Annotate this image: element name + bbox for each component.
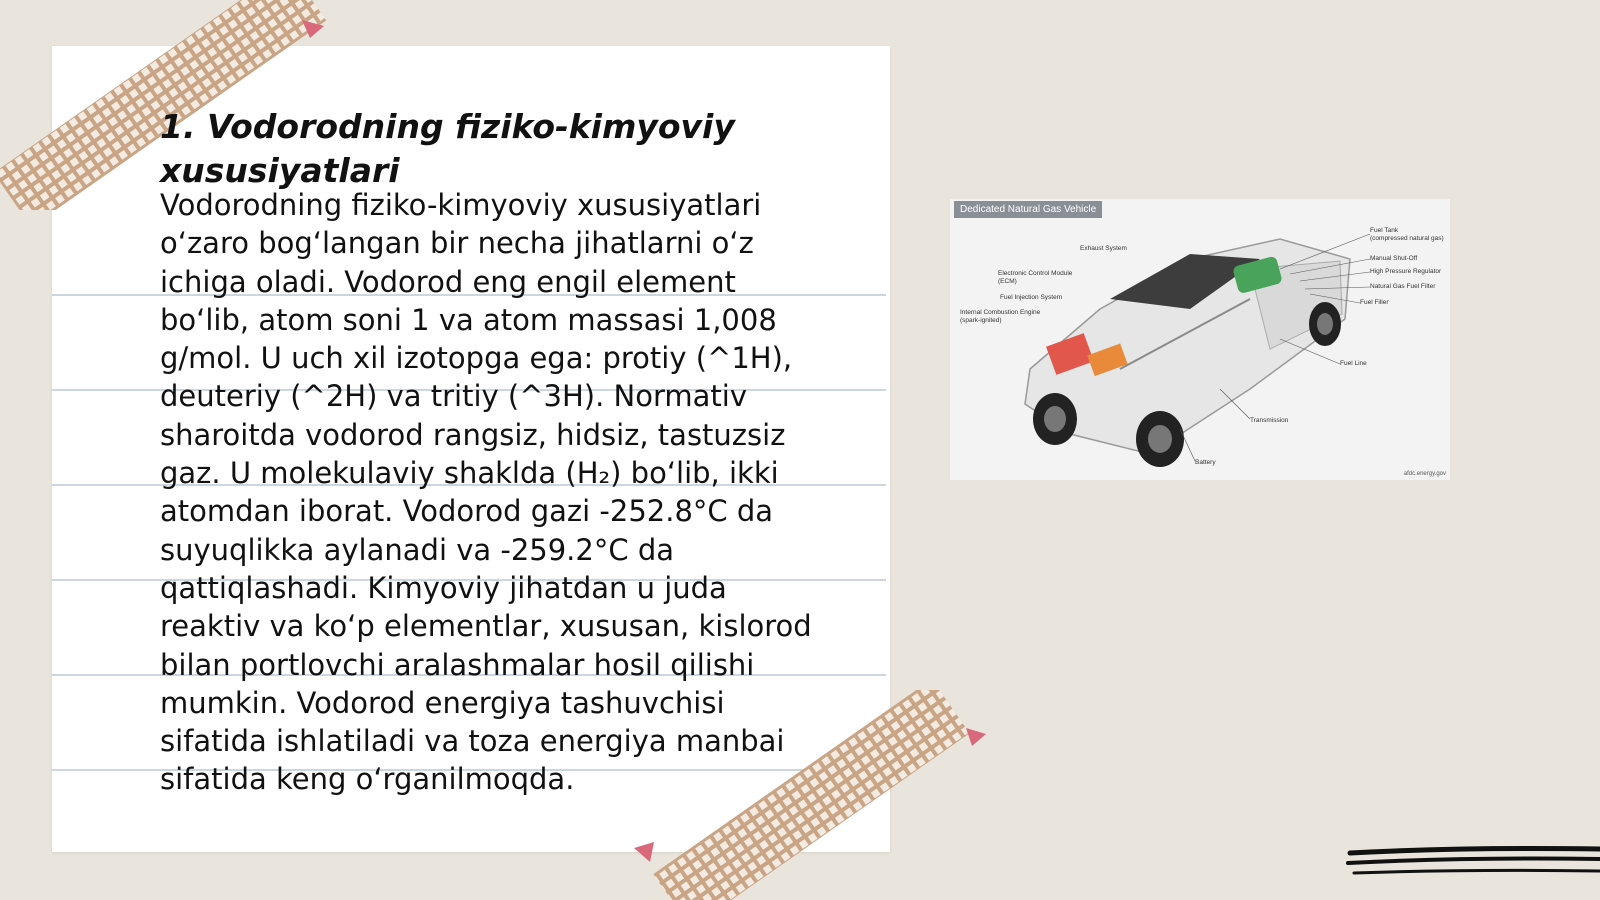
callout-engine: Internal Combustion Engine (spark-ignited) xyxy=(960,309,1041,324)
slide-title: 1. Vodorodning fiziko-kimyoviy xususiyatlari xyxy=(160,107,735,190)
callout-fuel-tank: Fuel Tank (compressed natural gas) xyxy=(1370,227,1444,242)
decorative-brush-lines xyxy=(1340,845,1600,885)
callout-ecm: Electronic Control Module (ECM) xyxy=(998,270,1073,285)
callout-fuel-line: Fuel Line xyxy=(1340,360,1367,367)
callout-battery: Battery xyxy=(1195,459,1216,466)
figure-source: afdc.energy.gov xyxy=(1403,471,1446,477)
vehicle-diagram-image xyxy=(950,199,1450,480)
callout-fuel-filler: Fuel Filler xyxy=(1360,299,1389,306)
callout-regulator: High Pressure Regulator xyxy=(1370,268,1442,275)
callout-gas-filter: Natural Gas Fuel Filter xyxy=(1370,283,1436,290)
callout-transmission: Transmission xyxy=(1250,417,1289,424)
callout-manual-shutoff: Manual Shut-Off xyxy=(1370,255,1418,262)
figure-caption-label: Dedicated Natural Gas Vehicle xyxy=(954,201,1102,218)
callout-exhaust: Exhaust System xyxy=(1080,245,1127,252)
slide-body-text: Vodorodning fiziko-kimyoviy xususiyatlari o‘zaro bog‘langan bir necha jihatlarni o‘z ichiga oladi. Vodorod eng engil element bo‘lib, atom soni 1 va atom massasi 1,008 g/mol. U uch xil izotopga ega: protiy (^1H), deuteriy (^2H) va tritiy (^3H). Normativ sharoitda vodorod rangsiz, hidsiz, tastuzsiz gaz. U molekulaviy shaklda (H₂) bo‘lib, ikki atomdan iborat. Vodorod gazi -252.8°C da suyuqlikka aylanadi va -259.2°C da qattiqlashadi. Kimyoviy jihatdan u juda reaktiv va ko‘p elementlar, xususan, kislorod bilan portlovchi aralashmalar hosil qilishi mumkin. Vodorod energiya tashuvchisi sifatida ishlatiladi va toza energiya manbai sifatida keng o‘rganilmoqda. xyxy=(160,188,812,797)
callout-injection: Fuel Injection System xyxy=(1000,294,1063,301)
